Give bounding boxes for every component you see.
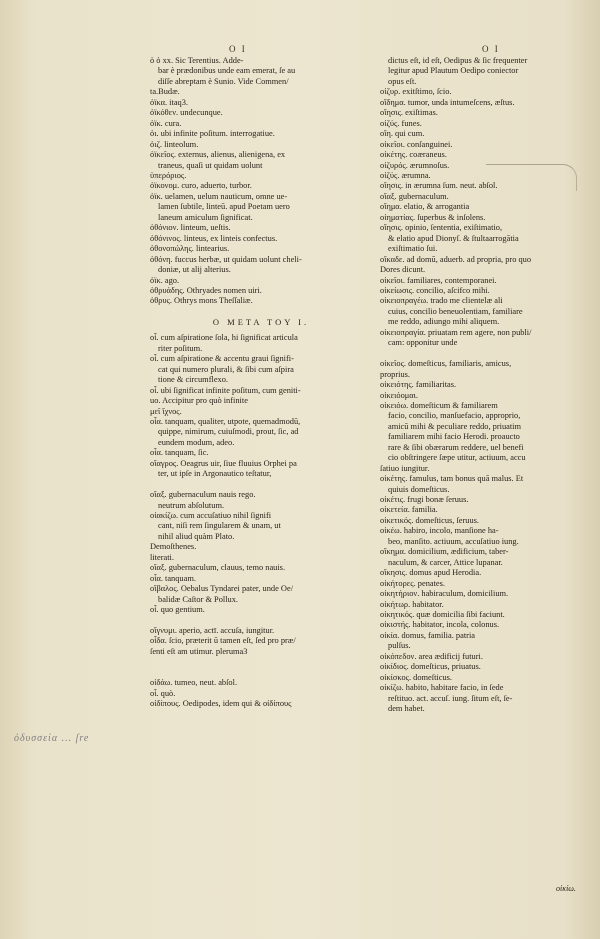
- text-line: ὀϊκεῖος. externus, alienus, alienigena, ex: [150, 150, 286, 160]
- text-line: diſſe abreptam è Sunio. Vide Commen/: [158, 76, 289, 86]
- text-line: οἷα. tanquam.: [150, 573, 196, 583]
- text-line: οἰζύς. funes.: [380, 118, 422, 128]
- text-line: οἰκέτης. coæraneus.: [380, 150, 447, 160]
- text-line: οἷ. quò.: [150, 688, 176, 698]
- text-line: οἰκείωσις. concilio, aſcifco mihi.: [380, 285, 490, 295]
- text-line: οἴησις. in ærumna ſum. neut. abſol.: [380, 181, 498, 191]
- text-line: ὀϊκ. ago.: [150, 275, 180, 285]
- text-line: * reſtituo. act. accuſ. iung. ſitum eſt, ſe-: [380, 694, 576, 704]
- text-line: proprius.: [380, 369, 411, 379]
- text-line: [380, 349, 576, 359]
- text-line: οἰδάω. tumeo, neut. abſol.: [150, 678, 238, 688]
- text-line: ὀθόνινος. linteus, ex linteis confectus.: [150, 233, 278, 243]
- text-line: ὑπερόριος.: [150, 170, 187, 180]
- text-line: οἷα. tanquam, qualiter, utpote, quemadmodū,: [150, 416, 301, 426]
- text-line: * οἴησις. opinio, ſententia, exiſtimatio,: [380, 223, 576, 233]
- text-line: οἰκεῖος. domeſticus, familiaris, amicus,: [380, 359, 512, 369]
- text-line: οἴβαλος. Oebalus Tyndarei pater, unde Oe/: [150, 584, 294, 594]
- text-line: ὀϊκα. itaq3.: [150, 97, 189, 107]
- text-line: * οἴημα. elatio, & arrogantia: [380, 202, 576, 212]
- text-line: literati.: [150, 552, 174, 562]
- text-line: dictus eſt, id eſt, Oedipus & ſic frequenter: [388, 56, 528, 65]
- text-line: neutrum abſolutum.: [158, 500, 225, 510]
- text-line: ta.Budæ.: [150, 87, 180, 97]
- text-line: οἰκειοπραγέω. trado me clientelæ ali: [380, 296, 503, 306]
- text-line: μεῖ ἴχνος.: [150, 406, 182, 416]
- text-line: ὁ ὁ xx. Sic Terentius. Adde-: [150, 56, 244, 65]
- text-line: Dores dicunt.: [380, 265, 426, 275]
- folio-left: O I: [229, 44, 247, 54]
- text-line: οἰκίδιος. domeſticus, priuatus.: [380, 662, 481, 672]
- text-line: οἴκησις. domus apud Herodia.: [380, 568, 482, 578]
- text-line: * ſenti eſt am utimur. pleruma3: [150, 647, 372, 657]
- text-line: [150, 616, 372, 626]
- right-entries: [380, 56, 576, 715]
- catchword: οἰκίω.: [556, 884, 576, 893]
- text-line: οἰκέτης. famulus, tam bonus quā malus. Et: [380, 474, 524, 484]
- section-heading: O META TOY I.: [212, 316, 310, 327]
- text-line: οἰκειόω. domeſticum & familiarem: [380, 400, 498, 410]
- text-line: οἰζυρός. ærumnoſus.: [380, 160, 450, 170]
- text-line: οἰκειότης. familiaritas.: [380, 380, 457, 390]
- text-line: οἰκίσκος. domeſticus.: [380, 672, 453, 682]
- text-line: familiarem mihi facio Herodi. proaucto: [388, 432, 520, 442]
- text-line: naculum, & carcer, Attice lupanar.: [388, 557, 503, 567]
- text-line: ὀϊκ. uelamen, uelum nauticum, omne ue-: [150, 191, 288, 201]
- text-line: οἰηματίας. ſuperbus & inſolens.: [380, 212, 486, 222]
- right-column: [380, 56, 576, 715]
- text-line: οἰκεῖοι. familiares, contemporanei.: [380, 275, 497, 285]
- text-line: * οἴκημα. domicilium, ædificium, taber-: [380, 547, 576, 557]
- left-entries-bottom: [150, 333, 372, 709]
- text-line: tione & circumflexo.: [158, 375, 229, 385]
- text-line: beo, manſito. actiuum, accuſatiuo iung.: [388, 536, 519, 546]
- text-line: cant, niſi rem ſingularem & unam, ut: [158, 521, 281, 531]
- text-line: ὀθρυάδης. Othryades nomen uiri.: [150, 285, 262, 295]
- text-line: οἴαγρος. Oeagrus uir, ſiue fluuius Orphei pa: [150, 458, 297, 468]
- text-line: οἰακίζω. cum accuſatiuo nihil ſignifi: [150, 511, 272, 521]
- text-line: οἴη. qui cum.: [380, 129, 425, 139]
- text-line: οἰκητήριον. habiraculum, domicilium.: [380, 589, 509, 599]
- text-line: * cuius, concilio beneuolentiam, familiare: [380, 307, 576, 317]
- text-line: ὀϊκονομ. curo, aduerto, turbor.: [150, 181, 252, 191]
- text-line: * amicū mihi & peculiare reddo, priuatim: [380, 422, 576, 432]
- folio-right: O I: [482, 44, 500, 54]
- text-line: ὀθόνιον. linteum, ueſtis.: [150, 223, 231, 233]
- text-line: opus eſt.: [388, 76, 417, 86]
- text-line: [150, 480, 372, 490]
- text-line: facio, concilio, manſuefacio, approprio,: [388, 411, 521, 421]
- text-line: οἰκετικός. domeſticus, ſeruus.: [380, 515, 480, 525]
- text-line: ὀθρυς. Othrys mons Theſſaliæ.: [150, 296, 253, 306]
- text-line: οἰκόπεδον. area ædificij futuri.: [380, 651, 483, 661]
- text-line: οἰζυρ. exitſtimo, ſcio.: [380, 87, 452, 97]
- text-line: bar è prædonibus unde eam emerat, ſe au: [158, 66, 296, 76]
- text-line: οἰκήτωρ. habitator.: [380, 599, 444, 609]
- text-line: οἴγνυμι. aperio, actī. accuſa, iungitur.: [150, 626, 275, 636]
- text-line: doniæ, ut alij alterius.: [158, 265, 231, 275]
- text-line: οἰκιστής. habitator, incola, colonus.: [380, 620, 500, 630]
- text-line: οἰζύς. ærumna.: [380, 170, 431, 180]
- text-line: οἰκία. domus, familia. patria: [380, 630, 475, 640]
- text-line: οἷ. cum aſpiratione & accentu graui ſignifi-: [150, 354, 294, 364]
- text-line: & elatio apud Dionyſ. & ſtultaarrogātia: [388, 233, 519, 243]
- text-line: * οἷ. ubi ſignificat infinite poſitum, cum geniti-: [150, 386, 372, 396]
- text-line: ſatiuo iungitur.: [380, 463, 430, 473]
- text-line: quiuis domeſticus.: [388, 484, 450, 494]
- text-line: legitur apud Plautum Oedipo coniector: [388, 66, 519, 76]
- text-line: οἰκεῖοι. conſanguinei.: [380, 139, 453, 149]
- text-line: quippe, nimirum, cuiuſmodi, prout, ſic, ad: [158, 427, 299, 437]
- text-line: οἷ. cum aſpiratione ſola, hi ſignificat articula: [150, 333, 298, 343]
- text-line: ter, ut ipſe in Argonautico teſtatur,: [158, 469, 272, 479]
- text-line: οἰκετεία. familia.: [380, 505, 438, 515]
- text-line: οἴησις. exiſtimas.: [380, 108, 438, 118]
- text-line: cio obſtringere ſæpe utitur, actiuum, accu: [388, 453, 526, 463]
- text-line: οἷ. quo gentium.: [150, 605, 205, 615]
- text-line: traneus, quaſi ut quidam uolunt: [158, 160, 263, 170]
- left-entries-top: [150, 56, 372, 307]
- text-line: Demoſthenes.: [150, 542, 197, 552]
- text-line: ὀθονοπώλης. lintearius.: [150, 244, 230, 254]
- text-line: οἴδημα. tumor, unda intumeſcens, æſtus.: [380, 97, 515, 107]
- text-line: riter poſitum.: [158, 343, 203, 353]
- text-line: me reddo, adiungo mihi aliquem.: [388, 317, 500, 327]
- text-line: laneum amiculum ſignificat.: [158, 212, 253, 222]
- handwritten-bracket: [486, 164, 577, 191]
- text-line: ὀϊκόθεν. undecunque.: [150, 108, 223, 118]
- text-line: * οἰκέω. habiro, incolo, manſione ha-: [380, 526, 576, 536]
- text-line: rare & ſibi obærarum reddere, uel benefi: [388, 442, 524, 452]
- text-line: οἰκειοπραγία. priuatam rem agere, non publi/: [380, 327, 532, 337]
- text-line: οἰδίπους. Oedipodes, idem qui & οἰδίπους: [150, 699, 292, 709]
- text-line: cat qui numero plurali, & ſibi cum aſpira: [158, 364, 294, 374]
- text-line: nihil aliud quàm Plato.: [158, 531, 235, 541]
- text-line: οἴαξ. gubernaculum nauis rego.: [150, 490, 256, 500]
- text-line: οἰκητικός. quæ domicilia ſibi faciunt.: [380, 610, 505, 620]
- text-line: exiſtimatio ſui.: [388, 244, 438, 254]
- text-line: ὀιζ. linteolum.: [150, 139, 199, 149]
- text-line: cam: opponitur unde: [388, 338, 458, 348]
- text-line: οἰκήτορες. penates.: [380, 578, 446, 588]
- text-line: balidæ Caſtor & Pollux.: [158, 594, 239, 604]
- text-line: ὀθόνη. fuccus herbæ, ut quidam uolunt cheli-: [150, 254, 302, 264]
- text-line: οἰκέτις. frugi bonæ ſeruus.: [380, 495, 469, 505]
- text-line: οἶδα. ſcio, præterit ū tamen eſt, ſed pro præ/: [150, 636, 296, 646]
- left-column: [150, 56, 372, 710]
- text-line: [150, 668, 372, 678]
- text-line: οἴαξ. gubernaculum, clauus, temo nauis.: [150, 563, 286, 573]
- text-line: οἴαξ. gubernaculum.: [380, 191, 449, 201]
- text-line: [150, 657, 372, 667]
- text-line: ὀι. ubi infinite poſitum. interrogatiue.: [150, 129, 275, 139]
- text-line: οἷα. tanquam, ſic.: [150, 448, 209, 458]
- text-line: uo. Accipitur pro quò infinite: [150, 396, 248, 406]
- text-line: pulſus.: [388, 641, 411, 651]
- text-line: lamen ſubtile, linteū. apud Poetam uero: [158, 202, 290, 212]
- text-line: οἴκαδε. ad domū, aduerb. ad propria, pro quo: [380, 254, 532, 264]
- text-line: eundem modum, adeo.: [158, 437, 235, 447]
- margin-annotation: ὀδυσσεία ... ſre: [14, 733, 90, 744]
- text-line: ὀϊκ. cura.: [150, 118, 182, 128]
- text-line: οἰκειόομαι.: [380, 390, 419, 400]
- text-line: dem habet.: [388, 704, 425, 714]
- text-line: οἰκίζω. habito, habitare facio, in ſede: [380, 683, 504, 693]
